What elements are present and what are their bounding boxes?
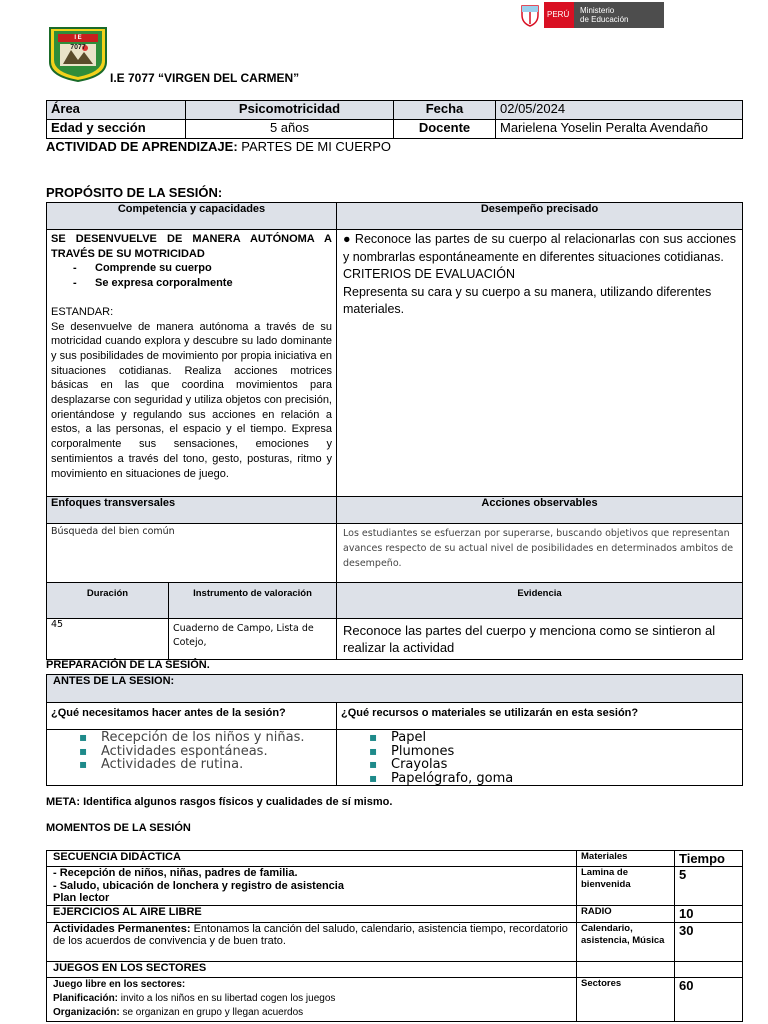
peru-red-block xyxy=(544,2,574,28)
edad-label: Edad y sección xyxy=(47,120,186,139)
evidencia-header: Evidencia xyxy=(337,583,743,619)
moment-row-free-play: Juego libre en los sectores: Planificación: invito a los niños en su libertad cogen los juegos Organización: se organizan en grupo y llegan acuerdos xyxy=(47,977,577,1021)
preparation-table xyxy=(46,674,743,786)
ministry-banner xyxy=(516,2,664,28)
docente-label: Docente xyxy=(394,120,496,139)
moment-time-empty xyxy=(675,961,743,977)
moments-title: MOMENTOS DE LA SESIÓN xyxy=(46,822,191,834)
instrumento-header: Instrumento de valoración xyxy=(169,583,337,619)
duracion-value: 45 xyxy=(47,619,169,660)
enfoques-header: Enfoques transversales xyxy=(47,497,337,524)
preparation-title: PREPARACIÓN DE LA SESIÓN. xyxy=(46,659,210,671)
school-name: I.E 7077 “VIRGEN DEL CARMEN” xyxy=(110,71,300,85)
moment-row-sectors: JUEGOS EN LOS SECTORES xyxy=(47,961,577,977)
school-logo xyxy=(47,26,109,82)
acciones-header: Acciones observables xyxy=(337,497,743,524)
moments-table xyxy=(46,850,743,1022)
activity-label: ACTIVIDAD DE APRENDIZAJE: xyxy=(46,139,238,154)
list-item: ▪ Papelógrafo, goma xyxy=(391,772,738,786)
ministry-line1: Ministerio xyxy=(580,6,615,15)
duracion-header: Duración xyxy=(47,583,169,619)
question-needs: ¿Qué necesitamos hacer antes de la sesión? xyxy=(47,703,337,730)
moment-time: 5 xyxy=(675,867,743,906)
purpose-title: PROPÓSITO DE LA SESIÓN: xyxy=(46,185,223,200)
area-label: Área xyxy=(47,101,186,120)
moment-time: 60 xyxy=(675,977,743,1021)
list-item: ▪ Actividades de rutina. xyxy=(101,758,332,772)
estandar-text: Se desenvuelve de manera autónoma a través de su motricidad cuando explora y descubre su lado dominante y sus posibilidades de movimiento por propia iniciativa en situaciones cotidianas. Realiza acciones motrices básicas en las que coordina movimientos para desplazarse con seguridad y utiliza objetos con precisión, orientándose y regulando sus acciones en relación a estos, a las personas, el espacio y el tiempo. Expresa corporalmente sus sensaciones, emociones y sentimientos a través del tono, gesto, posturas, ritmo y movimiento en situaciones de juego. xyxy=(51,320,332,480)
moment-material: Calendario, asistencia, Música xyxy=(577,922,675,961)
competencia-header: Competencia y capacidades xyxy=(47,203,337,230)
edad-value: 5 años xyxy=(186,120,394,139)
instrumento-value: Cuaderno de Campo, Lista de Cotejo, xyxy=(169,619,337,660)
moment-time: 30 xyxy=(675,922,743,961)
evidencia-value: Reconoce las partes del cuerpo y menciona como se sintieron al realizar la actividad xyxy=(337,619,743,660)
moment-row-reception: - Recepción de niños, niñas, padres de familia. - Saludo, ubicación de lonchera y registro de asistencia Plan lector xyxy=(47,867,577,906)
needs-cell xyxy=(47,730,337,786)
logo-ie-text: I E xyxy=(74,35,82,41)
acciones-value: Los estudiantes se esfuerzan por superarse, buscando objetivos que representan avances respecto de su actual nivel de posibilidades en determinados ambitos de desempeño. xyxy=(337,524,743,583)
moment-material: Sectores xyxy=(577,977,675,1021)
list-item: ▪ Recepción de los niños y niñas. xyxy=(101,731,332,745)
moment-time: 10 xyxy=(675,905,743,922)
activity-value: PARTES DE MI CUERPO xyxy=(237,139,392,154)
meta-text: META: Identifica algunos rasgos físicos y cualidades de sí mismo. xyxy=(46,796,393,808)
question-materials: ¿Qué recursos o materiales se utilizarán en esta sesión? xyxy=(337,703,743,730)
criterios-text: Representa su cara y su cuerpo a su manera, utilizando diferentes materiales. xyxy=(343,284,712,316)
list-item: ▪ Crayolas xyxy=(391,758,738,772)
desempeno-header: Desempeño precisado xyxy=(337,203,743,230)
materiales-header: Materiales xyxy=(577,851,675,867)
desempeno-text: ● Reconoce las partes de su cuerpo al relacionarlas con sus acciones y nombrarlas espontáneamente en diferentes situaciones cotidianas. xyxy=(343,232,736,264)
moment-row-exercises: EJERCICIOS AL AIRE LIBRE xyxy=(47,905,577,922)
capacidad-item: - Comprende su cuerpo xyxy=(73,262,212,275)
materials-list xyxy=(341,731,738,785)
docente-value: Marielena Yoselin Peralta Avendaño xyxy=(496,120,743,139)
list-item: ▪ Actividades espontáneas. xyxy=(101,745,332,759)
logo-number: 7077 xyxy=(70,44,86,51)
peru-label: PERÚ xyxy=(547,10,570,19)
enfoque-value: Búsqueda del bien común xyxy=(47,524,337,583)
ministry-gray-block xyxy=(574,2,664,28)
peru-shield-icon xyxy=(518,3,542,27)
antes-header: ANTES DE LA SESION: xyxy=(47,675,743,703)
competencia-title: SE DESENVUELVE DE MANERA AUTÓNOMA A TRAVÉS DE SU MOTRICIDAD xyxy=(51,233,332,260)
ministry-line2: de Educación xyxy=(580,15,629,24)
activity-title xyxy=(46,139,391,154)
capacidad-item: - Se expresa corporalmente xyxy=(73,277,233,290)
moment-row-permanent: Actividades Permanentes: Entonamos la canción del saludo, calendario, asistencia tiempo, recordatorio de los acuerdos de convivencia y de buen trato. xyxy=(47,922,577,961)
estandar-label: ESTANDAR: xyxy=(51,305,114,318)
materials-cell xyxy=(337,730,743,786)
purpose-table xyxy=(46,202,743,660)
needs-list xyxy=(51,731,332,772)
competencia-cell xyxy=(47,230,337,497)
desempeno-cell xyxy=(337,230,743,497)
list-item: ▪ Plumones xyxy=(391,745,738,759)
moment-material: Lamina de bienvenida xyxy=(577,867,675,906)
list-item: ▪ Papel xyxy=(391,731,738,745)
moment-material-empty xyxy=(577,961,675,977)
area-value: Psicomotricidad xyxy=(186,101,394,120)
info-table xyxy=(46,100,743,139)
fecha-label: Fecha xyxy=(394,101,496,120)
tiempo-header: Tiempo xyxy=(675,851,743,867)
moment-material: RADIO xyxy=(577,905,675,922)
criterios-label: CRITERIOS DE EVALUACIÓN xyxy=(343,267,516,281)
secuencia-header: SECUENCIA DIDÁCTICA xyxy=(47,851,577,867)
fecha-value: 02/05/2024 xyxy=(496,101,743,120)
